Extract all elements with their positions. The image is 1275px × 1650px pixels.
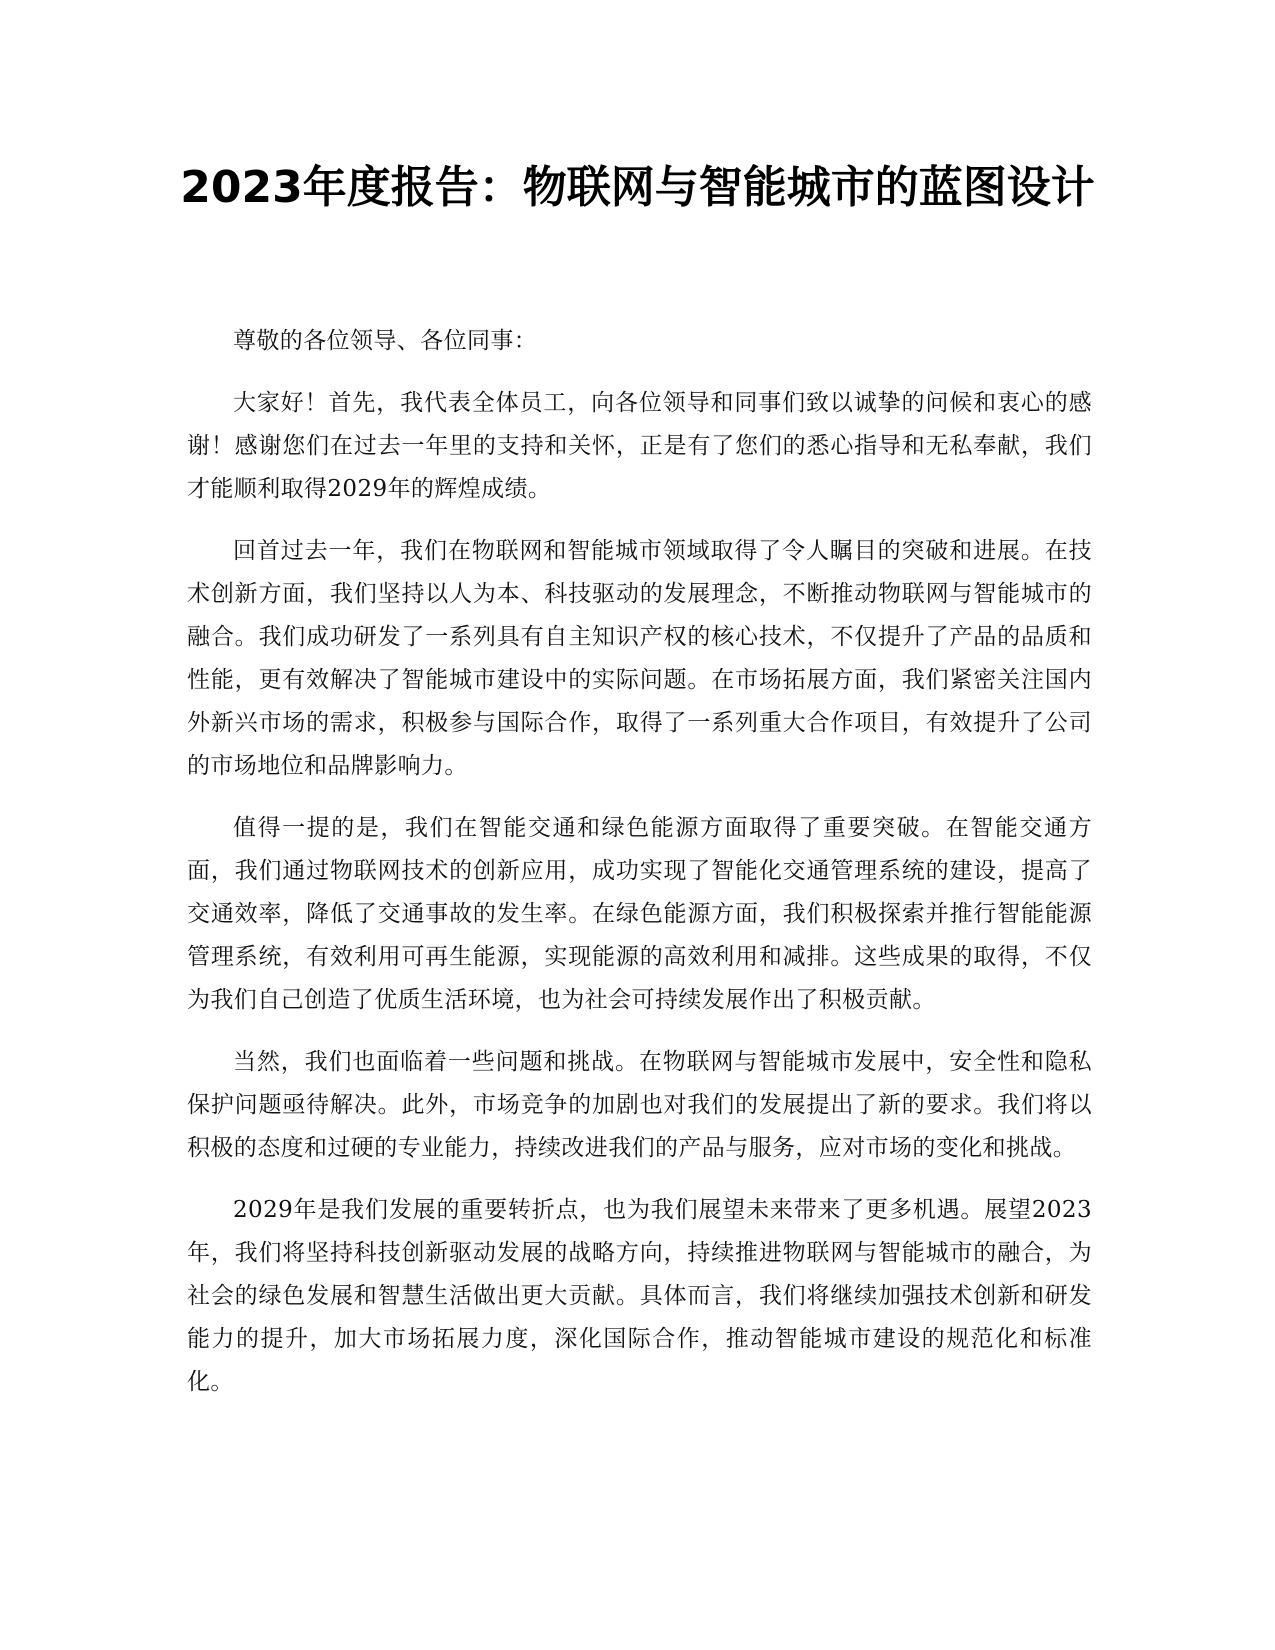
outlook-paragraph: 2029年是我们发展的重要转折点，也为我们展望未来带来了更多机遇。展望2023年，我们将坚持科技创新驱动发展的战略方向，持续推进物联网与智能城市的融合，为社会的绿色发展和智慧生活做出更大贡献。具体而言，我们将继续加强技术创新和研发能力的提升，加大市场拓展力度，深化国际合作，推动智能城市建设的规范化和标准化。 [187,1197,1092,1395]
document-body [187,320,1092,1423]
achievements-paragraph: 值得一提的是，我们在智能交通和绿色能源方面取得了重要突破。在智能交通方面，我们通过物联网技术的创新应用，成功实现了智能化交通管理系统的建设，提高了交通效率，降低了交通事故的发生率。在绿色能源方面，我们积极探索并推行智能能源管理系统，有效利用可再生能源，实现能源的高效利用和减排。这些成果的取得，不仅为我们自己创造了优质生活环境，也为社会可持续发展作出了积极贡献。 [187,815,1092,1013]
salutation-paragraph: 尊敬的各位领导、各位同事： [233,328,538,354]
greeting-paragraph: 大家好！首先，我代表全体员工，向各位领导和同事们致以诚挚的问候和衷心的感谢！感谢您们在过去一年里的支持和关怀，正是有了您们的悉心指导和无私奉献，我们才能顺利取得2029年的辉煌成绩。 [187,390,1092,502]
document-title: 2023年度报告：物联网与智能城市的蓝图设计 [180,162,1095,213]
review-paragraph: 回首过去一年，我们在物联网和智能城市领域取得了令人瞩目的突破和进展。在技术创新方面，我们坚持以人为本、科技驱动的发展理念，不断推动物联网与智能城市的融合。我们成功研发了一系列具有自主知识产权的核心技术，不仅提升了产品的品质和性能，更有效解决了智能城市建设中的实际问题。在市场拓展方面，我们紧密关注国内外新兴市场的需求，积极参与国际合作，取得了一系列重大合作项目，有效提升了公司的市场地位和品牌影响力。 [187,538,1092,779]
challenges-paragraph: 当然，我们也面临着一些问题和挑战。在物联网与智能城市发展中，安全性和隐私保护问题亟待解决。此外，市场竞争的加剧也对我们的发展提出了新的要求。我们将以积极的态度和过硬的专业能力，持续改进我们的产品与服务，应对市场的变化和挑战。 [187,1049,1092,1161]
